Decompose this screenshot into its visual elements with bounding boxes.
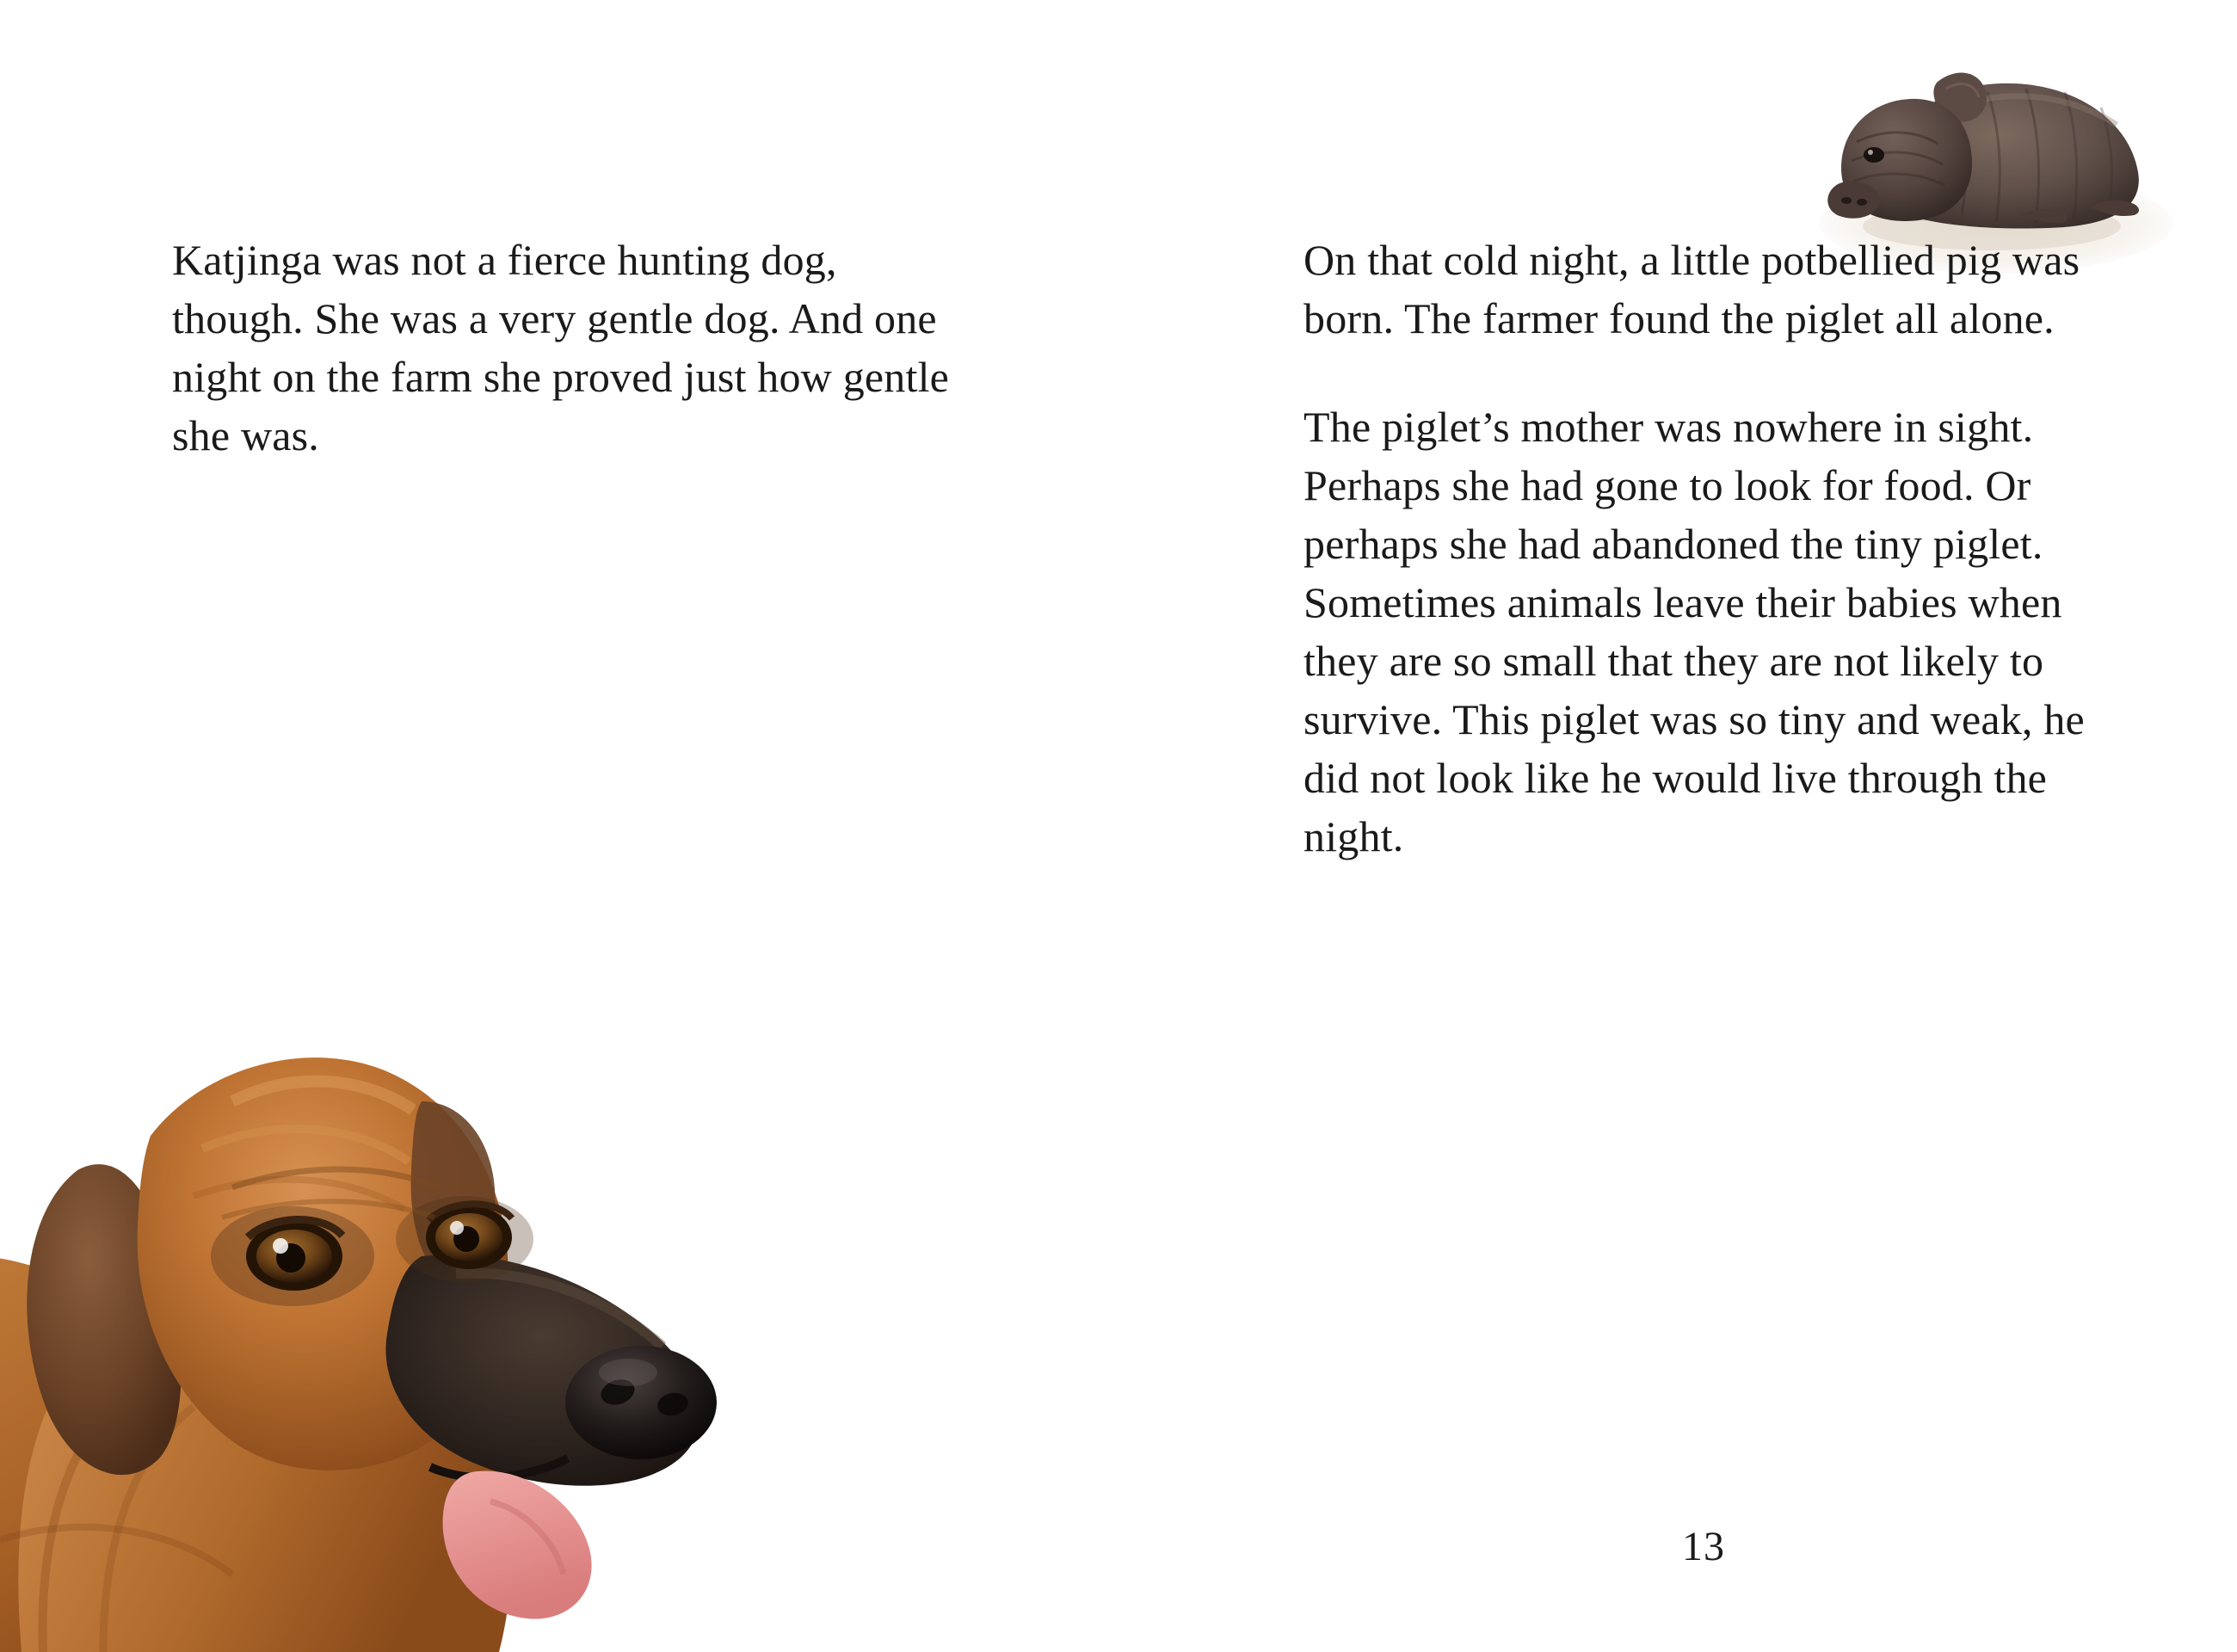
dog-photograph	[0, 654, 886, 1652]
right-paragraph-2: The piglet’s mother was nowhere in sight. Perhaps she had gone to look for food. Or perhaps she had abandoned the tiny piglet. Sometimes animals leave their babies when they are so small that they are not likely to survive. This piglet was so tiny and weak, he did not look like he would live through the night.	[1303, 403, 2085, 860]
right-page-body	[1303, 231, 2129, 866]
right-page	[1248, 0, 2237, 1649]
left-page-paragraph: Katjinga was not a fierce hunting dog, though. She was a very gentle dog. And one night on the farm she proved just how gentle she was.	[172, 236, 950, 459]
right-paragraph-1: On that cold night, a little potbellied pig was born. The farmer found the piglet all alone.	[1303, 236, 2080, 342]
page-number: 13	[1682, 1524, 1725, 1569]
